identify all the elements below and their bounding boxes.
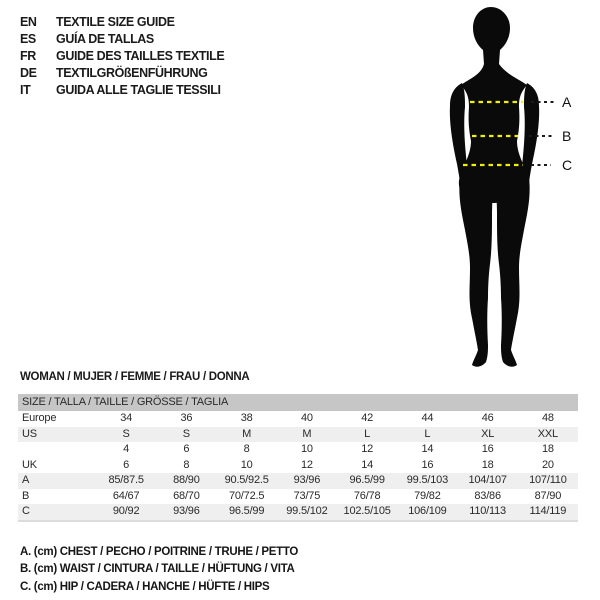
table-cell: 68/70 [173,489,200,502]
table-cell: 42 [361,412,374,424]
size-table-body [18,411,578,520]
table-row [18,504,578,520]
table-cell: 6 [123,458,130,471]
table-cell: 8 [183,458,190,471]
table-cell: 88/90 [173,474,200,486]
table-cell: 16 [481,443,494,455]
table-cell: M [242,427,252,440]
lang-row-fr [20,48,224,65]
table-row [18,442,578,458]
table-cell: 14 [421,443,434,455]
table-row [18,458,578,474]
language-guide-list [20,14,224,99]
table-cell: 12 [300,458,313,471]
table-cell: 114/119 [529,505,567,517]
lang-row-de [20,65,224,82]
table-cell: 93/96 [173,505,200,517]
measure-label-b: B [562,128,572,144]
table-row-label: A [22,474,30,486]
lang-code: IT [20,83,31,97]
table-row-label: C [22,505,30,517]
legend-hip: C. (cm) HIP / CADERA / HANCHE / HÜFTE / HIPS [20,581,270,593]
table-cell: 99.5/102 [286,505,328,517]
table-cell: 34 [120,412,133,424]
table-cell: 64/67 [112,489,140,502]
table-cell: 85/87.5 [108,474,144,486]
silhouette-torso [459,7,529,203]
table-row-label: Europe [22,412,57,424]
lang-row-it [20,82,224,99]
lang-row-es [20,31,224,48]
table-cell: 93/96 [293,474,321,486]
table-cell: XXL [537,427,558,440]
table-cell: 96.5/99 [228,505,265,517]
table-cell: L [364,427,371,440]
lang-code: ES [20,32,36,46]
table-row-label: US [22,427,37,440]
section-title-woman: WOMAN / MUJER / FEMME / FRAU / DONNA [20,371,250,383]
table-cell: 18 [481,458,494,471]
lang-title: GUIDE DES TAILLES TEXTILE [56,49,225,63]
table-cell: 36 [180,412,193,424]
table-cell: 38 [240,412,253,424]
table-cell: 107/110 [529,474,567,486]
table-cell: 12 [361,443,374,455]
table-row [18,473,578,489]
table-cell: 90.5/92.5 [224,474,269,486]
table-cell: 87/90 [534,489,562,502]
table-cell: 4 [123,443,130,455]
table-cell: XL [481,427,495,440]
table-cell: 90/92 [112,505,140,517]
legend-waist: B. (cm) WAIST / CINTURA / TAILLE / HÜFTUNG / VITA [20,563,295,575]
table-cell: 8 [243,443,250,455]
table-cell: 18 [541,443,554,455]
table-cell: 104/107 [468,474,507,486]
table-cell: 83/86 [474,489,501,502]
table-cell: 73/75 [293,489,321,502]
table-cell: 10 [240,458,253,471]
table-cell: 20 [541,458,554,471]
table-cell: 110/113 [469,505,506,517]
table-row [18,411,578,427]
table-cell: 106/109 [408,505,447,517]
table-cell: 99.5/103 [406,474,448,486]
lang-code: EN [20,15,37,29]
table-row-label: UK [22,458,37,471]
table-cell: 44 [421,412,434,424]
lang-title: GUIDA ALLE TAGLIE TESSILI [56,83,221,97]
size-table [18,394,578,522]
table-cell: 46 [481,412,494,424]
legend-chest: A. (cm) CHEST / PECHO / POITRINE / TRUHE / PETTO [20,546,299,558]
table-row-label [18,442,96,458]
table-cell: 10 [300,443,313,455]
table-cell: L [424,427,431,440]
table-cell: 76/78 [353,489,381,502]
table-cell: S [182,427,190,440]
woman-silhouette-figure [420,0,600,380]
table-row-label: B [22,489,30,502]
silhouette-left-leg [459,171,492,367]
lang-title: GUÍA DE TALLAS [56,32,154,46]
table-cell: 40 [300,412,313,424]
lang-title: TEXTILE SIZE GUIDE [56,15,175,29]
table-cell: 79/82 [414,489,441,502]
table-cell: 48 [541,412,554,424]
table-cell: 96.5/99 [349,474,385,486]
lang-title: TEXTILGRÖßENFÜHRUNG [56,66,208,80]
table-cell: 16 [421,458,434,471]
silhouette-right-leg [497,171,530,367]
measure-label-c: C [562,157,573,173]
table-cell: 102.5/105 [343,505,391,517]
table-cell: 70/72.5 [228,489,265,502]
lang-code: FR [20,49,36,63]
table-cell: S [122,427,130,440]
size-table-header: SIZE / TALLA / TAILLE / GRÖSSE / TAGLIA [18,394,578,411]
table-row [18,427,578,443]
lang-row-en [20,14,224,31]
measure-label-a: A [562,94,572,110]
table-cell: 14 [361,458,374,471]
table-cell: M [302,427,312,440]
lang-code: DE [20,66,37,80]
table-cell: 6 [183,443,190,455]
table-row [18,489,578,505]
